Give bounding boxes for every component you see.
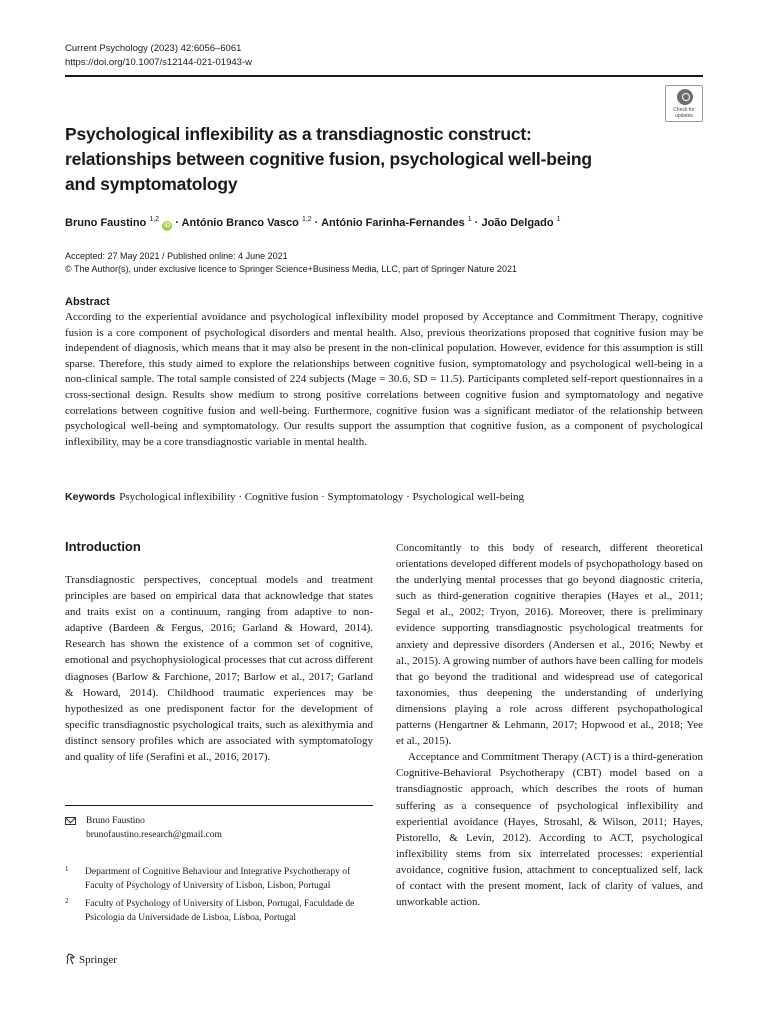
author-affiliation-mark: 1,2 — [301, 216, 312, 223]
check-for-updates-icon — [677, 89, 693, 105]
publication-info — [65, 250, 517, 276]
copyright-line: © The Author(s), under exclusive licence to Springer Science+Business Media, LLC, part of Springer Nature 2021 — [65, 264, 517, 274]
author-separator: · — [314, 217, 319, 229]
affiliation-number: 1 — [65, 865, 69, 873]
footnote-rule — [65, 805, 373, 806]
body-paragraph: Transdiagnostic perspectives, conceptual models and treatment principles are based on empirical data that acknowledge that states and traits exist on a continuum, ranging from adaptive to non-adaptive (Bardeen & Fergus, 2016; Garland & Howard, 2014). Research has shown the existence of a common set of cognitive, emotional and psychophysiological processes that cut across different diagnoses (Barlow & Farchione, 2017; Barlow et al., 2017; Garland & Howard, 2014). Childhood traumatic experiences may be hypothesized as one predisponent factor for the development of specific transdiagnostic psychological traits, such as alexithymia and distinct sensory profiles which are associated with symptomatology and quality of life (Serafini et al., 2016, 2017). — [65, 574, 373, 764]
publisher-name: Springer — [79, 954, 117, 966]
badge-label: Check for updates — [673, 107, 695, 119]
author-separator: · — [175, 217, 179, 229]
author-affiliation-mark: 1,2 — [149, 216, 160, 223]
article-title: Psychological inflexibility as a transdiagnostic construct: relationships between cognitive fusion, psychological well-being and symptomatology — [65, 124, 592, 194]
publisher-footer — [65, 953, 117, 967]
affiliation-number: 2 — [65, 897, 69, 905]
orcid-icon[interactable]: iD — [164, 223, 171, 229]
author-name[interactable]: António Branco Vasco — [181, 217, 299, 229]
doi-link[interactable]: https://doi.org/10.1007/s12144-021-01943-w — [65, 57, 252, 68]
keywords-block — [65, 490, 705, 505]
corresponding-author-name: Bruno Faustino — [86, 816, 145, 826]
abstract-text: According to the experiential avoidance and psychological inflexibility model proposed by Acceptance and Commitment Therapy, cognitive fusion is a core component of psychological disorders and mental health. Also, previous theorizations proposed that cognitive fusion may be independent of diagnosis, which means that it may also be present in the non-clinical population. However, evidence for this assumption is still sparse. Therefore, this study aimed to explore the relationships between cognitive fusion, symptomatology and psychological well-being in a non-clinical sample. The total sample consisted of 224 subjects (Mage = 30.6, SD = 11.5). Participants completed self-report questionnaires in a cross-sectional design. Results show medium to strong positive correlations between cognitive fusion and symptomatology and negative correlations between cognitive fusion and well-being. Furthermore, cognitive fusion was a significant mediator of the relationship between psychological well-being and symptomatology. Our results support the assumption that cognitive fusion, as a component of psychological inflexibility, may be a core transdiagnostic variable in mental health. — [65, 311, 703, 448]
corresponding-author-email[interactable]: brunofaustino.research@gmail.com — [86, 829, 222, 840]
check-for-updates-badge[interactable] — [665, 85, 703, 122]
affiliation-1 — [65, 866, 373, 893]
affiliation-text: Department of Cognitive Behaviour and Integrative Psychotherapy of Faculty of Psychology of University of Lisbon, Lisbon, Portugal — [85, 867, 351, 891]
body-paragraph: Concomitantly to this body of research, different theoretical orientations developed different models of psychopathology based on the underlying mental processes that go beyond diagnostic criteria, such as third-generation cognitive therapies (Hayes et al., 2011; Segal et al., 2002; Tryon, 2016). Moreover, there is preliminary evidence supporting transdiagnostic psychological treatments for anxiety and depressive disorders (Andersen et al., 2016; Newby et al., 2015). A growing number of authors have been calling for models that go beyond the traditional and widespread use of categorical taxonomies, thus deepening the understanding of underlying dimensions playing a role across different psychopathological patterns (Hengartner & Lehmann, 2017; Hopwood et al., 2018; Yee et al., 2015). — [396, 542, 703, 748]
author-name[interactable]: António Farinha-Fernandes — [321, 217, 465, 229]
affiliation-text: Faculty of Psychology of University of Lisbon, Portugal, Faculdade de Psicologia da Universidade de Lisboa, Lisboa, Portugal — [85, 899, 355, 923]
affiliation-2 — [65, 898, 373, 925]
journal-header — [65, 42, 252, 70]
author-affiliation-mark: 1 — [556, 216, 561, 223]
journal-citation: Current Psychology (2023) 42:6056–6061 — [65, 43, 242, 54]
abstract-heading: Abstract — [65, 296, 110, 308]
author-list — [65, 212, 705, 231]
publication-dates: Accepted: 27 May 2021 / Published online: 4 June 2021 — [65, 251, 288, 261]
body-paragraph: Acceptance and Commitment Therapy (ACT) is a third-generation Cognitive-Behavioral Psychotherapy (CBT) model based on a transdiagnostic approach, which describes the roots of human suffering as a consequence of psychological inflexibility and experiential avoidance (Hayes, Strosahl, & Wilson, 2011; Hayes, Pistorello, & Levin, 2012). According to ACT, psychological inflexibility stems from six interrelated processes: experiential avoidance, cognitive fusion, attachment to conceptualized self, lack of contact with the present moment, lack of clarity of values, and unworkable action. — [396, 751, 703, 909]
author-name[interactable]: João Delgado — [481, 217, 554, 229]
author-affiliation-mark: 1 — [467, 216, 472, 223]
envelope-icon — [65, 817, 76, 825]
keywords-label: Keywords — [65, 491, 116, 503]
left-column — [65, 572, 373, 765]
corresponding-author — [65, 815, 373, 842]
author-name[interactable]: Bruno Faustino — [65, 217, 147, 229]
header-rule — [65, 75, 703, 77]
introduction-heading: Introduction — [65, 539, 141, 554]
springer-horse-icon — [65, 953, 76, 965]
right-column — [396, 540, 703, 910]
keywords-text: Psychological inflexibility · Cognitive fusion · Symptomatology · Psychological well-being — [119, 491, 525, 503]
author-separator: · — [474, 217, 479, 229]
